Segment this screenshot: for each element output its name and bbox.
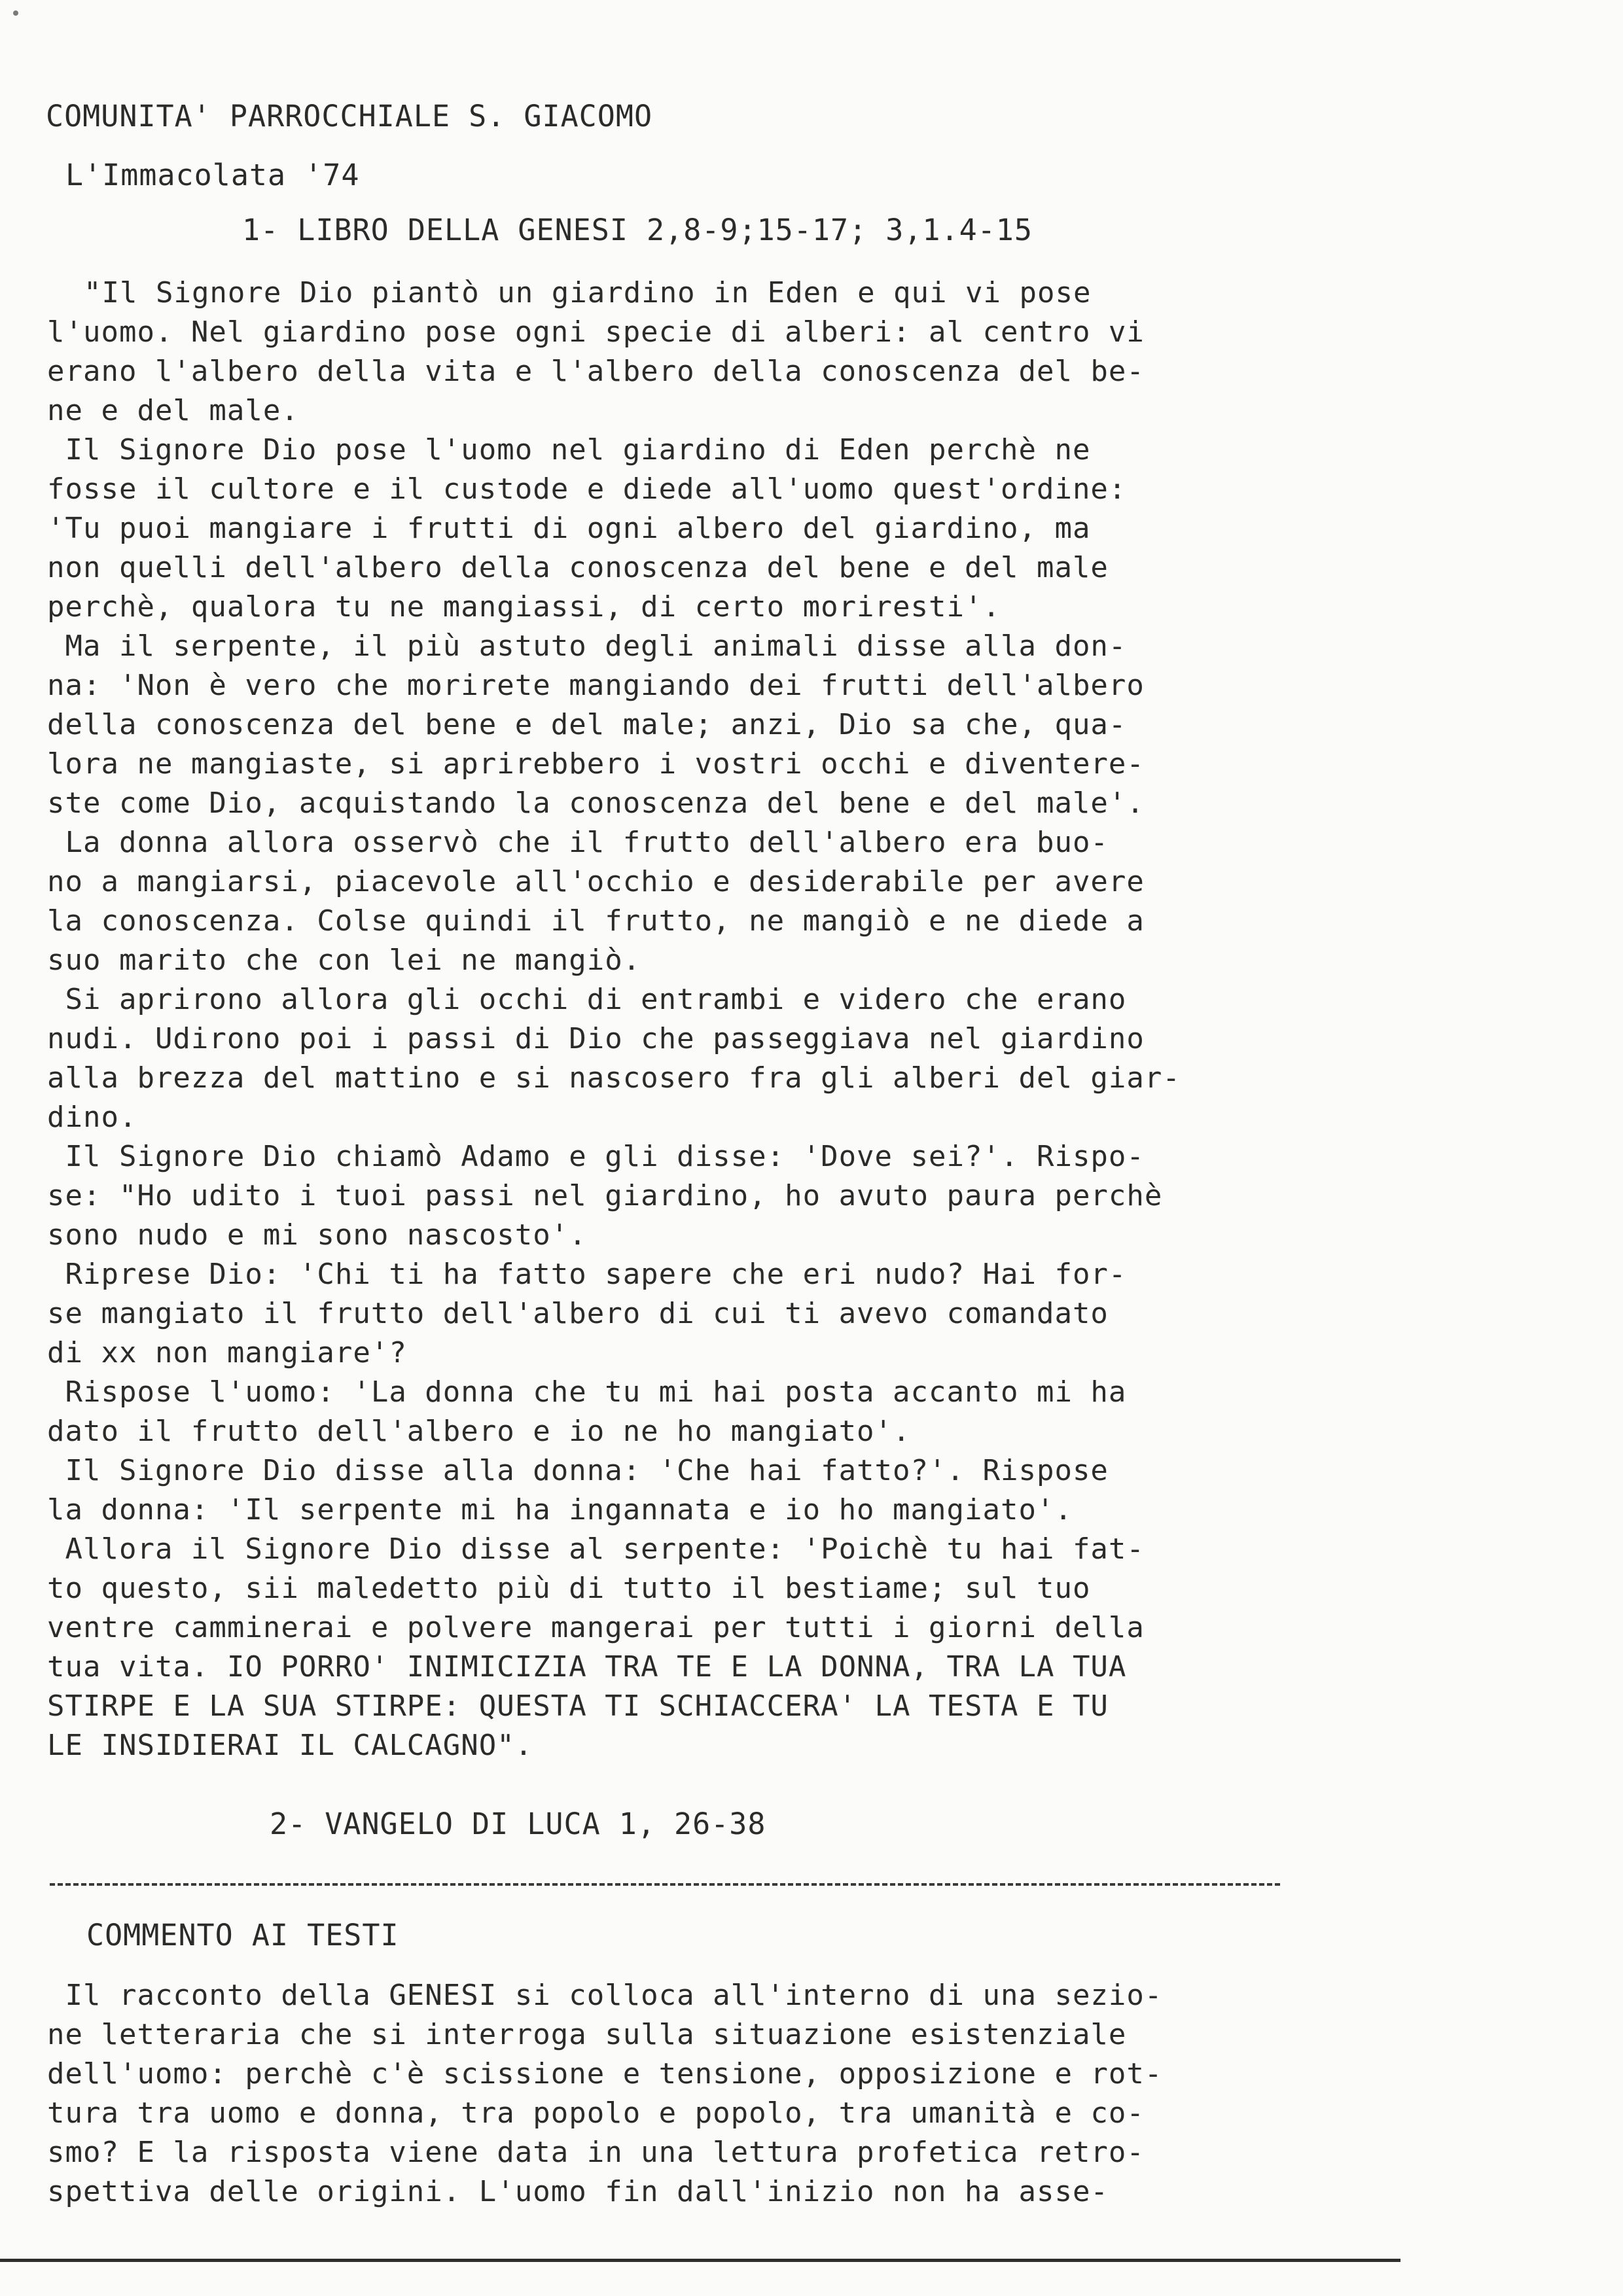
text-line: ste come Dio, acquistando la conoscenza del bene e del male'.: [47, 786, 1145, 820]
text-line: spettiva delle origini. L'uomo fin dall'inizio non ha asse-: [47, 2175, 1109, 2208]
text-line: erano l'albero della vita e l'albero della conoscenza del be-: [47, 355, 1145, 388]
text-line: Rispose l'uomo: 'La donna che tu mi hai posta accanto mi ha: [47, 1375, 1127, 1409]
text-line: di xx non mangiare'?: [47, 1336, 407, 1369]
text-line: smo? E la risposta viene data in una lettura profetica retro-: [47, 2136, 1145, 2169]
parish-header: COMUNITA' PARROCCHIALE S. GIACOMO: [46, 99, 653, 133]
scan-speck: [13, 10, 18, 16]
text-line: non quelli dell'albero della conoscenza del bene e del male: [47, 551, 1109, 584]
text-line: to questo, sii maledetto più di tutto il bestiame; sul tuo: [47, 1572, 1091, 1605]
text-line: 'Tu puoi mangiare i frutti di ogni albero del giardino, ma: [47, 512, 1091, 545]
text-line: alla brezza del mattino e si nascosero fra gli alberi del giar-: [47, 1061, 1181, 1095]
text-line: LE INSIDIERAI IL CALCAGNO".: [47, 1729, 533, 1762]
text-line: perchè, qualora tu ne mangiassi, di certo moriresti'.: [47, 590, 1001, 624]
text-line: dell'uomo: perchè c'è scissione e tensione, opposizione e rot-: [47, 2057, 1163, 2091]
page-bottom-rule: [0, 2259, 1400, 2262]
text-line: no a mangiarsi, piacevole all'occhio e desiderabile per avere: [47, 865, 1145, 898]
text-line: Ma il serpente, il più astuto degli animali disse alla don-: [47, 629, 1127, 663]
feast-date: L'Immacolata '74: [65, 158, 360, 192]
text-line: Il Signore Dio disse alla donna: 'Che hai fatto?'. Rispose: [47, 1454, 1109, 1487]
text-line: dato il frutto dell'albero e io ne ho mangiato'.: [47, 1415, 911, 1448]
reading-1-title: 1- LIBRO DELLA GENESI 2,8-9;15-17; 3,1.4-15: [242, 213, 1033, 247]
commentary-title: COMMENTO AI TESTI: [86, 1918, 399, 1952]
text-line: ne e del male.: [47, 394, 299, 427]
text-line: della conoscenza del bene e del male; anzi, Dio sa che, qua-: [47, 708, 1127, 741]
text-line: la donna: 'Il serpente mi ha ingannata e io ho mangiato'.: [47, 1493, 1073, 1527]
text-line: tura tra uomo e donna, tra popolo e popolo, tra umanità e co-: [47, 2096, 1145, 2130]
text-line: l'uomo. Nel giardino pose ogni specie di alberi: al centro vi: [47, 315, 1145, 349]
text-line: STIRPE E LA SUA STIRPE: QUESTA TI SCHIACCERA' LA TESTA E TU: [47, 1689, 1109, 1723]
text-line: Allora il Signore Dio disse al serpente: 'Poichè tu hai fat-: [47, 1532, 1145, 1566]
text-line: se mangiato il frutto dell'albero di cui ti avevo comandato: [47, 1297, 1109, 1330]
text-line: la conoscenza. Colse quindi il frutto, ne mangiò e ne diede a: [47, 904, 1145, 938]
section-divider: [50, 1883, 1280, 1886]
text-line: sono nudo e mi sono nascosto'.: [47, 1218, 587, 1252]
text-line: "Il Signore Dio piantò un giardino in Eden e qui vi pose: [84, 276, 1092, 309]
text-line: na: 'Non è vero che morirete mangiando dei frutti dell'albero: [47, 669, 1145, 702]
text-line: lora ne mangiaste, si aprirebbero i vostri occhi e diventere-: [47, 747, 1145, 781]
text-line: tua vita. IO PORRO' INIMICIZIA TRA TE E LA DONNA, TRA LA TUA: [47, 1650, 1127, 1684]
text-line: se: "Ho udito i tuoi passi nel giardino, ho avuto paura perchè: [47, 1179, 1163, 1212]
text-line: ventre camminerai e polvere mangerai per tutti i giorni della: [47, 1611, 1145, 1644]
text-line: La donna allora osservò che il frutto dell'albero era buo-: [47, 826, 1109, 859]
text-line: dino.: [47, 1101, 137, 1134]
text-line: Il racconto della GENESI si colloca all'interno di una sezio-: [47, 1979, 1163, 2012]
text-line: fosse il cultore e il custode e diede all'uomo quest'ordine:: [47, 472, 1127, 506]
reading-2-title: 2- VANGELO DI LUCA 1, 26-38: [270, 1807, 766, 1841]
text-line: Il Signore Dio pose l'uomo nel giardino di Eden perchè ne: [47, 433, 1091, 467]
text-line: Riprese Dio: 'Chi ti ha fatto sapere che eri nudo? Hai for-: [47, 1258, 1127, 1291]
text-line: Si aprirono allora gli occhi di entrambi e videro che erano: [47, 983, 1127, 1016]
text-line: nudi. Udirono poi i passi di Dio che passeggiava nel giardino: [47, 1022, 1145, 1055]
text-line: ne letteraria che si interroga sulla situazione esistenziale: [47, 2018, 1127, 2051]
text-line: suo marito che con lei ne mangiò.: [47, 944, 641, 977]
text-line: Il Signore Dio chiamò Adamo e gli disse: 'Dove sei?'. Rispo-: [47, 1140, 1145, 1173]
